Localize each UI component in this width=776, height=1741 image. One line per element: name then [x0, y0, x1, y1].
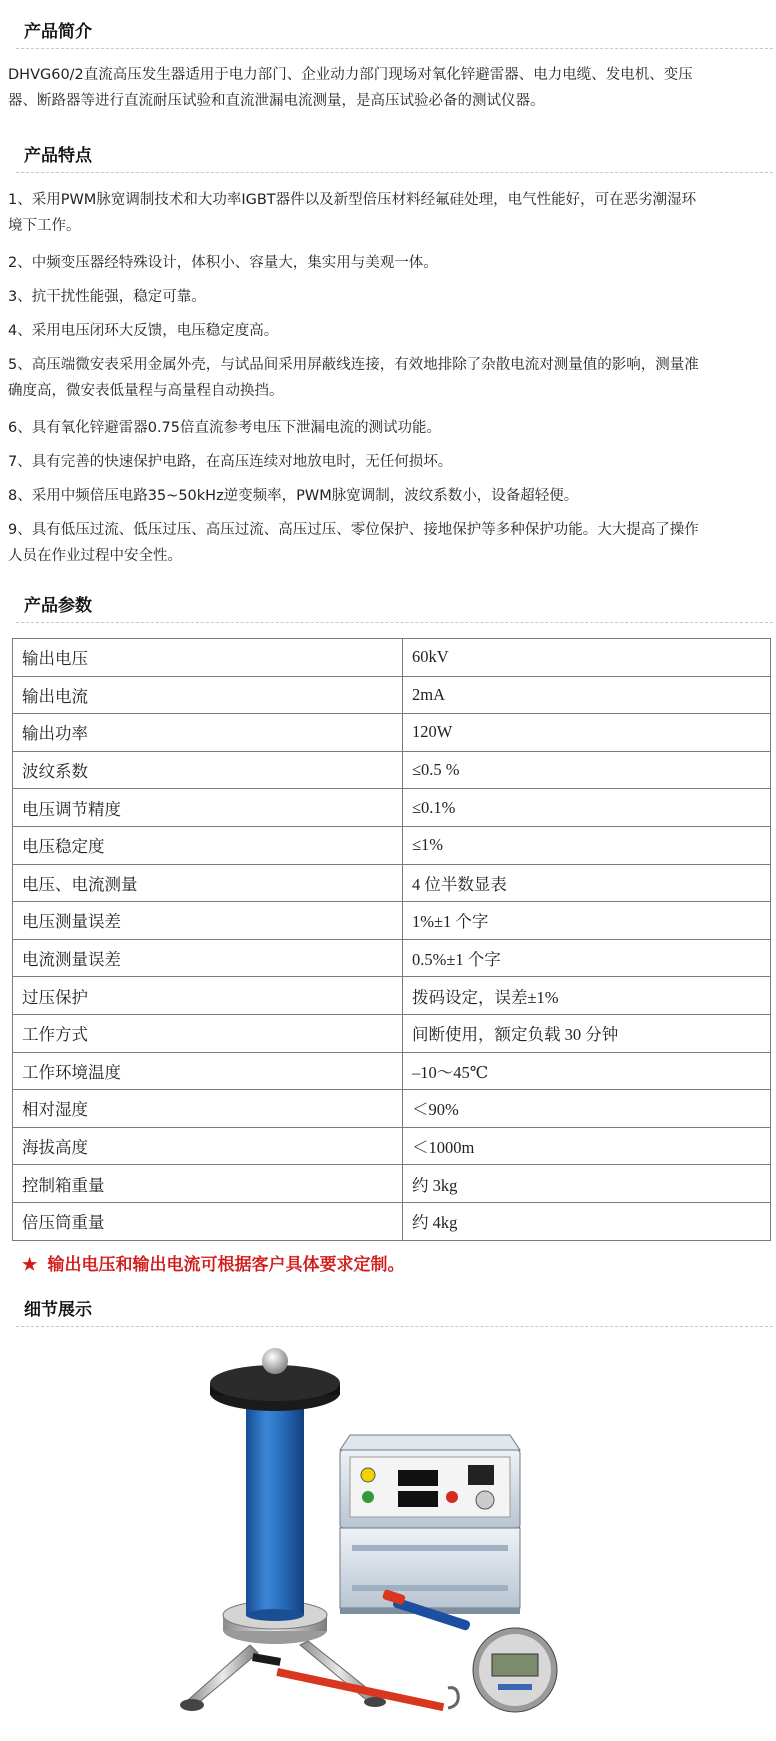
param-value: 约 4kg — [403, 1202, 771, 1240]
voltage-doubler-cylinder-icon — [210, 1348, 340, 1644]
param-name: 电压稳定度 — [13, 826, 403, 864]
table-row — [13, 714, 771, 752]
table-row — [13, 864, 771, 902]
param-name: 电压调节精度 — [13, 789, 403, 827]
feature-line: 7、具有完善的快速保护电路，在高压连续对地放电时，无任何损坏。 — [8, 454, 453, 470]
param-value: 60kV — [403, 639, 771, 677]
param-name: 倍压筒重量 — [13, 1202, 403, 1240]
param-name: 输出电流 — [13, 676, 403, 714]
feature-line: 1、采用PWM脉宽调制技术和大功率IGBT器件以及新型倍压材料经氟硅处理，电气性能好，可在恶劣潮湿环 — [8, 192, 697, 208]
params-title: 产品参数 — [24, 596, 92, 616]
features-section-header — [0, 142, 776, 172]
table-row — [13, 676, 771, 714]
param-value: ≤0.1% — [403, 789, 771, 827]
intro-line: DHVG60/2直流高压发生器适用于电力部门、企业动力部门现场对氧化锌避雷器、电力电缆、发电机、变压 — [8, 67, 693, 83]
feature-line: 5、高压端微安表采用金属外壳，与试品间采用屏蔽线连接，有效地排除了杂散电流对测量值的影响，测量准 — [8, 357, 699, 373]
param-name: 过压保护 — [13, 977, 403, 1015]
custom-note-text: 输出电压和输出电流可根据客户具体要求定制。 — [47, 1255, 405, 1274]
features-title: 产品特点 — [24, 146, 92, 166]
table-row — [13, 1014, 771, 1052]
feature-line: 6、具有氧化锌避雷器0.75倍直流参考电压下泄漏电流的测试功能。 — [8, 420, 442, 436]
table-row — [13, 639, 771, 677]
param-value: ＜1000m — [403, 1127, 771, 1165]
feature-item-3 — [8, 284, 770, 310]
param-name: 波纹系数 — [13, 751, 403, 789]
param-name: 工作方式 — [13, 1014, 403, 1052]
features-divider — [16, 172, 773, 173]
feature-item-1 — [8, 187, 770, 239]
feature-line: 确度高，微安表低量程与高量程自动换挡。 — [8, 383, 284, 399]
param-value: ≤0.5 % — [403, 751, 771, 789]
table-row — [13, 826, 771, 864]
param-name: 电压、电流测量 — [13, 864, 403, 902]
param-value: 120W — [403, 714, 771, 752]
feature-line: 2、中频变压器经特殊设计，体积小、容量大，集实用与美观一体。 — [8, 255, 438, 271]
param-name: 输出电压 — [13, 639, 403, 677]
feature-item-2 — [8, 250, 770, 276]
param-name: 工作环境温度 — [13, 1052, 403, 1090]
table-row — [13, 902, 771, 940]
param-value: 0.5%±1 个字 — [403, 939, 771, 977]
param-value: 1%±1 个字 — [403, 902, 771, 940]
feature-item-6 — [8, 415, 770, 441]
details-title: 细节展示 — [24, 1300, 92, 1320]
param-name: 海拔高度 — [13, 1127, 403, 1165]
params-section-header — [0, 592, 776, 622]
table-row — [13, 1052, 771, 1090]
table-row — [13, 1165, 771, 1203]
table-row — [13, 1090, 771, 1128]
feature-line: 9、具有低压过流、低压过压、高压过流、高压过压、零位保护、接地保护等多种保护功能。大大提高了操作 — [8, 522, 699, 538]
feature-line: 境下工作。 — [8, 218, 81, 234]
table-row — [13, 939, 771, 977]
table-row — [13, 789, 771, 827]
intro-divider — [16, 48, 773, 49]
intro-section-header — [0, 18, 776, 48]
feature-line: 人员在作业过程中安全性。 — [8, 548, 182, 564]
param-name: 控制箱重量 — [13, 1165, 403, 1203]
param-name: 输出功率 — [13, 714, 403, 752]
param-value: 间断使用，额定负载 30 分钟 — [403, 1014, 771, 1052]
params-table — [12, 638, 771, 1241]
param-name: 电压测量误差 — [13, 902, 403, 940]
param-value: 4 位半数显表 — [403, 864, 771, 902]
intro-title: 产品简介 — [24, 22, 92, 42]
feature-item-8 — [8, 483, 770, 509]
param-name: 电流测量误差 — [13, 939, 403, 977]
param-value: –10～45℃ — [403, 1052, 771, 1090]
feature-line: 3、抗干扰性能强，稳定可靠。 — [8, 289, 206, 305]
table-row — [13, 1127, 771, 1165]
details-section-header — [0, 1296, 776, 1326]
intro-paragraph — [8, 62, 768, 114]
star-icon: ★ — [22, 1255, 38, 1274]
feature-line: 8、采用中频倍压电路35~50kHz逆变频率，PWM脉宽调制，波纹系数小，设备超轻便。 — [8, 488, 579, 504]
param-name: 相对湿度 — [13, 1090, 403, 1128]
table-row — [13, 751, 771, 789]
feature-item-7 — [8, 449, 770, 475]
table-row — [13, 977, 771, 1015]
params-divider — [16, 622, 773, 623]
intro-line: 器、断路器等进行直流耐压试验和直流泄漏电流测量，是高压试验必备的测试仪器。 — [8, 93, 545, 109]
table-row — [13, 1202, 771, 1240]
param-value: 拨码设定，误差±1% — [403, 977, 771, 1015]
details-divider — [16, 1326, 773, 1327]
product-photo — [180, 1345, 620, 1737]
feature-line: 4、采用电压闭环大反馈，电压稳定度高。 — [8, 323, 279, 339]
param-value: ＜90% — [403, 1090, 771, 1128]
feature-item-5 — [8, 352, 770, 404]
feature-item-4 — [8, 318, 770, 344]
param-value: 2mA — [403, 676, 771, 714]
custom-note — [22, 1250, 405, 1275]
param-value: ≤1% — [403, 826, 771, 864]
feature-item-9 — [8, 517, 770, 569]
param-value: 约 3kg — [403, 1165, 771, 1203]
control-box-icon — [340, 1435, 520, 1614]
